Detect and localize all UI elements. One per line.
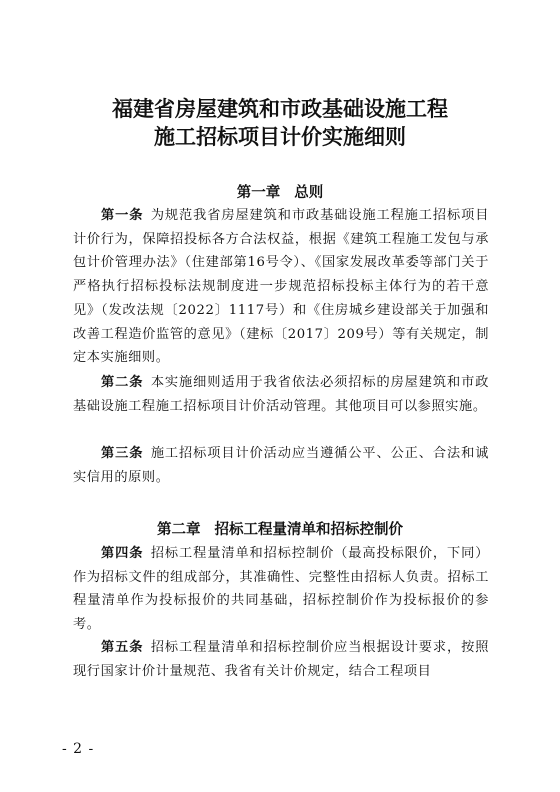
article-paragraph <box>73 204 489 370</box>
article-paragraph <box>73 442 489 489</box>
article-text: 招标工程量清单和招标控制价（最高投标限价，下同）作为招标文件的组成部分，其准确性、完整性由招标人负责。招标工程量清单作为投标报价的共同基础，招标控制价作为投标报价的参考。 <box>73 546 489 633</box>
article-number: 第二条 <box>101 375 144 390</box>
article-number: 第一条 <box>101 208 144 223</box>
chapter-heading-1 <box>60 183 500 203</box>
article-text: 本实施细则适用于我省依法必须招标的房屋建筑和市政基础设施工程施工招标项目计价活动管理。其他项目可以参照实施。 <box>73 375 489 414</box>
chapter-heading-2 <box>60 520 500 540</box>
chapter-title: 招标工程量清单和招标控制价 <box>214 522 403 538</box>
article-number: 第五条 <box>101 640 144 655</box>
document-title-line1: 福建省房屋建筑和市政基础设施工程 <box>112 96 448 121</box>
chapter-number: 第二章 <box>157 522 201 538</box>
article-paragraph <box>73 542 489 637</box>
article-paragraph <box>73 371 489 418</box>
article-number: 第三条 <box>101 446 144 461</box>
document-title-line2: 施工招标项目计价实施细则 <box>154 124 406 149</box>
article-paragraph <box>73 636 489 683</box>
article-text: 施工招标项目计价活动应当遵循公平、公正、合法和诚实信用的原则。 <box>73 446 489 485</box>
chapter-number: 第一章 <box>236 185 281 201</box>
article-number: 第四条 <box>101 546 144 561</box>
article-text: 为规范我省房屋建筑和市政基础设施工程施工招标项目计价行为，保障招投标各方合法权益，根据《建筑工程施工发包与承包计价管理办法》（住建部第16号令）、《国家发展改革委等部门关于严格执行招标投标法规制度进一步规范招标投标主体行为的若干意见》（发改法规〔2022〕1117号）和《住房城乡建设部关于加强和改善工程造价监管的意见》（建标〔2017〕209号）等有关规定，制定本实施细则。 <box>73 208 489 366</box>
article-text: 招标工程量清单和招标控制价应当根据设计要求，按照现行国家计价计量规范、我省有关计价规定，结合工程项目 <box>73 640 489 679</box>
page-number: - 2 - <box>62 741 95 757</box>
chapter-title: 总则 <box>294 185 324 201</box>
